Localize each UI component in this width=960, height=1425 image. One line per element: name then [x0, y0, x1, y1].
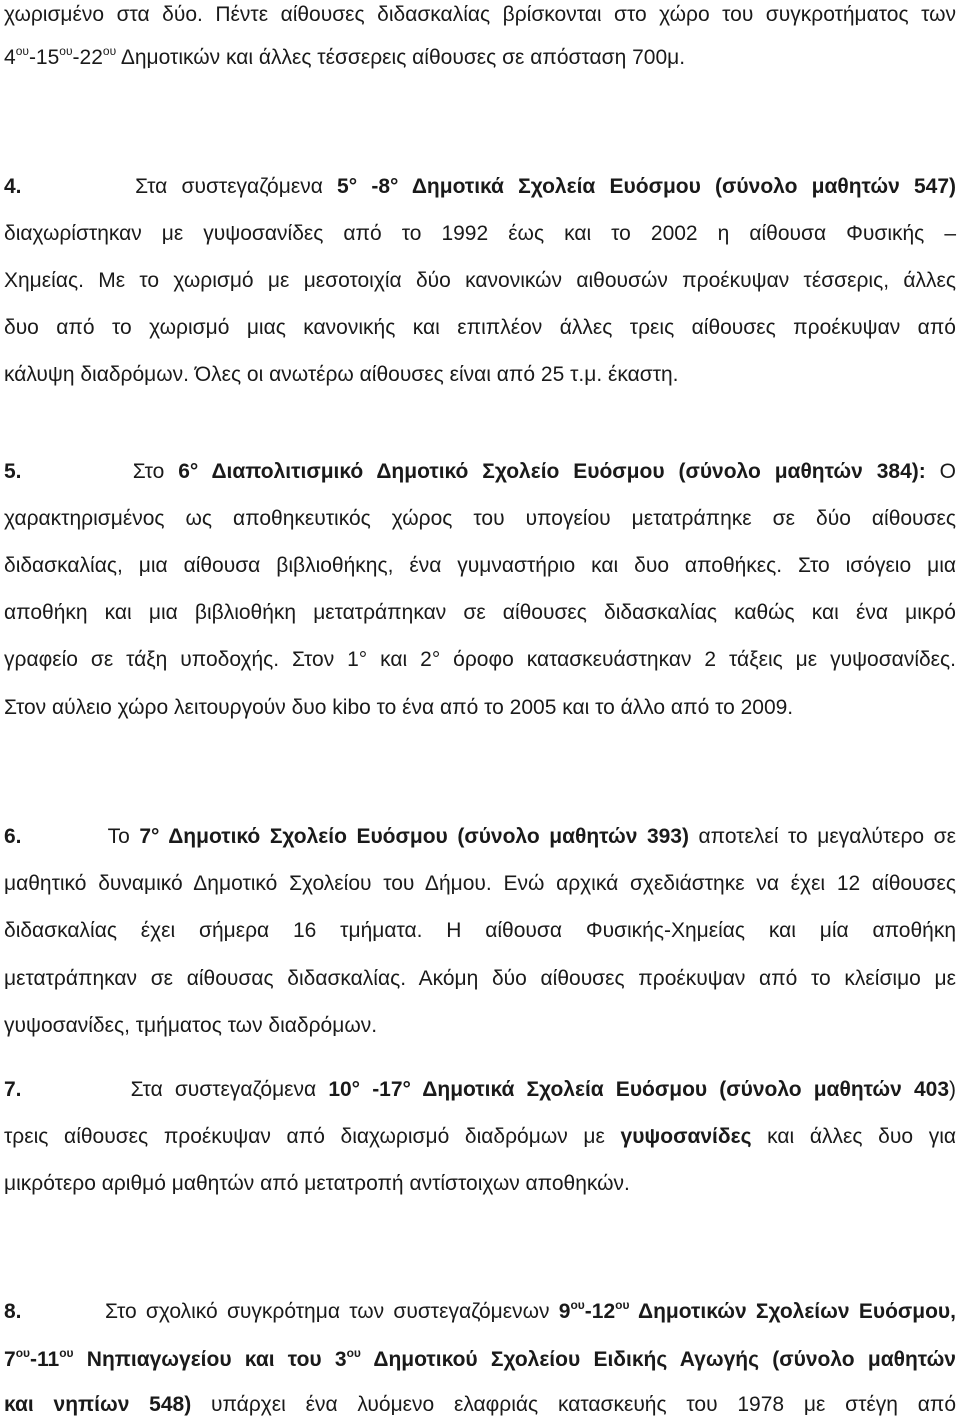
school-name: 10° -17° Δημοτικά Σχολεία Ευόσμου (σύνολο μαθητών 403: [328, 1078, 950, 1101]
section-5-line-1: [4, 457, 956, 487]
text-line: χωρισμένο στα δύο. Πέντε αίθουσες διδασκαλίας βρίσκονται στο χώρο του συγκροτήματος των: [4, 3, 956, 26]
text-line: γυψοσανίδες, τμήματος των διαδρόμων.: [4, 1014, 378, 1037]
text-fragment: -12: [584, 1300, 616, 1323]
text-fragment: 9: [558, 1300, 571, 1323]
text-line: [4, 1345, 956, 1375]
section-number: 7.: [4, 1078, 22, 1101]
text-line: αποθήκη και μια βιβλιοθήκη μετατράπηκαν σε αίθουσες διδασκαλίας καθώς και ένα μικρό: [4, 601, 956, 624]
text-line: γραφείο σε τάξη υποδοχής. Στον 1° και 2° όροφο κατασκευάστηκαν 2 τάξεις με γυψοσανίδες.: [4, 648, 956, 671]
text-fragment: ): [949, 1078, 957, 1101]
superscript: ου: [102, 44, 117, 58]
text-fragment: 4: [4, 46, 16, 69]
text-fragment: Το: [107, 825, 140, 848]
emphasis: και νηπίων 548): [4, 1393, 192, 1416]
text-fragment: αποτελεί το μεγαλύτερο σε: [688, 825, 956, 848]
text-line: δυο από το χωρισμό μιας κανονικής και επιπλέον άλλες τρεις αίθουσες προέκυψαν από: [4, 316, 956, 339]
section-number: 6.: [4, 825, 22, 848]
text-line: [4, 43, 956, 73]
school-name: [559, 1300, 956, 1323]
superscript: ου: [59, 44, 73, 58]
text-line: [4, 1122, 956, 1152]
text-line: διδασκαλίας έχει σήμερα 16 τμήματα. Η αίθουσα Φυσικής-Χημείας και μία αποθήκη: [4, 919, 956, 942]
text-line: μικρότερο αριθμό μαθητών από μετατροπή αντίστοιχων αποθηκών.: [4, 1172, 630, 1195]
text-fragment: Νηπιαγωγείου και του 3: [73, 1348, 347, 1371]
text-fragment: Στο σχολικό συγκρότημα των συστεγαζόμενων: [104, 1300, 559, 1323]
section-number: 8.: [4, 1300, 22, 1323]
superscript: ου: [346, 1346, 361, 1360]
text-line: [4, 1390, 956, 1420]
text-line: Στον αύλειο χώρο λειτουργούν δυο kibo το ένα από το 2005 και το άλλο από το 2009.: [4, 696, 794, 719]
text-fragment: Στα συστεγαζόμενα: [135, 175, 338, 198]
text-fragment: Ο: [925, 460, 956, 483]
text-line: μετατράπηκαν σε αίθουσας διδασκαλίας. Ακόμη δύο αίθουσες προέκυψαν από το κλείσιμο με: [4, 967, 956, 990]
text-fragment: Στα συστεγαζόμενα: [130, 1078, 329, 1101]
superscript: ου: [59, 1346, 74, 1360]
text-line: χαρακτηρισμένος ως αποθηκευτικός χώρος του υπογείου μετατράπηκε σε δύο αίθουσες: [4, 507, 956, 530]
section-6-line-1: [4, 822, 956, 852]
text-fragment: -22: [72, 46, 103, 69]
text-line: Χημείας. Με το χωρισμό με μεσοτοιχία δύο κανονικών αιθουσών προέκυψαν τέσσερις, άλλες: [4, 269, 956, 292]
superscript: ου: [15, 1346, 31, 1360]
text-fragment: και άλλες δυο για: [751, 1125, 957, 1148]
section-number: 4.: [4, 175, 22, 198]
text-fragment: Δημοτικών Σχολείων Ευόσμου,: [629, 1300, 956, 1323]
school-name: 7° Δημοτικό Σχολείο Ευόσμου (σύνολο μαθητών 393): [139, 825, 689, 848]
text-fragment: Δημοτικών και άλλες τέσσερεις αίθουσες σε απόσταση 700μ.: [116, 46, 686, 69]
text-line: κάλυψη διαδρόμων. Όλες οι ανωτέρω αίθουσες είναι από 25 τ.μ. έκαστη.: [4, 363, 679, 386]
superscript: ου: [570, 1298, 585, 1312]
text-line: διαχωρίστηκαν με γυψοσανίδες από το 1992 έως και το 2002 η αίθουσα Φυσικής –: [4, 222, 956, 245]
section-8-line-1: [4, 1297, 956, 1327]
school-name: 6° Διαπολιτισμικό Δημοτικό Σχολείο Ευόσμου (σύνολο μαθητών 384):: [178, 460, 926, 483]
text-fragment: τρεις αίθουσες προέκυψαν από διαχωρισμό διαδρόμων με: [4, 1125, 621, 1148]
text-fragment: -15: [28, 46, 60, 69]
text-fragment: 7: [4, 1348, 16, 1371]
school-name: 5° -8° Δημοτικά Σχολεία Ευόσμου (σύνολο μαθητών 547): [337, 175, 956, 198]
superscript: ου: [15, 44, 29, 58]
text-fragment: Δημοτικού Σχολείου Ειδικής Αγωγής (σύνολο μαθητών: [360, 1348, 956, 1371]
emphasis: γυψοσανίδες: [620, 1125, 752, 1148]
text-fragment: υπάρχει ένα λυόμενο ελαφριάς κατασκευής του 1978 με στέγη από: [191, 1393, 957, 1416]
text-fragment: -11: [30, 1348, 60, 1371]
section-7-line-1: [4, 1075, 956, 1105]
text-line: διδασκαλίας, μια αίθουσα βιβλιοθήκης, ένα γυμναστήριο και δυο αποθήκες. Στο ισόγειο μια: [4, 554, 956, 577]
text-line: μαθητικό δυναμικό Δημοτικό Σχολείου του Δήμου. Ενώ αρχικά σχεδιάστηκε να έχει 12 αίθουσες: [4, 872, 956, 895]
section-number: 5.: [4, 460, 22, 483]
text-fragment: Στο: [132, 460, 179, 483]
superscript: ου: [615, 1298, 630, 1312]
section-4-line-1: [4, 172, 956, 202]
